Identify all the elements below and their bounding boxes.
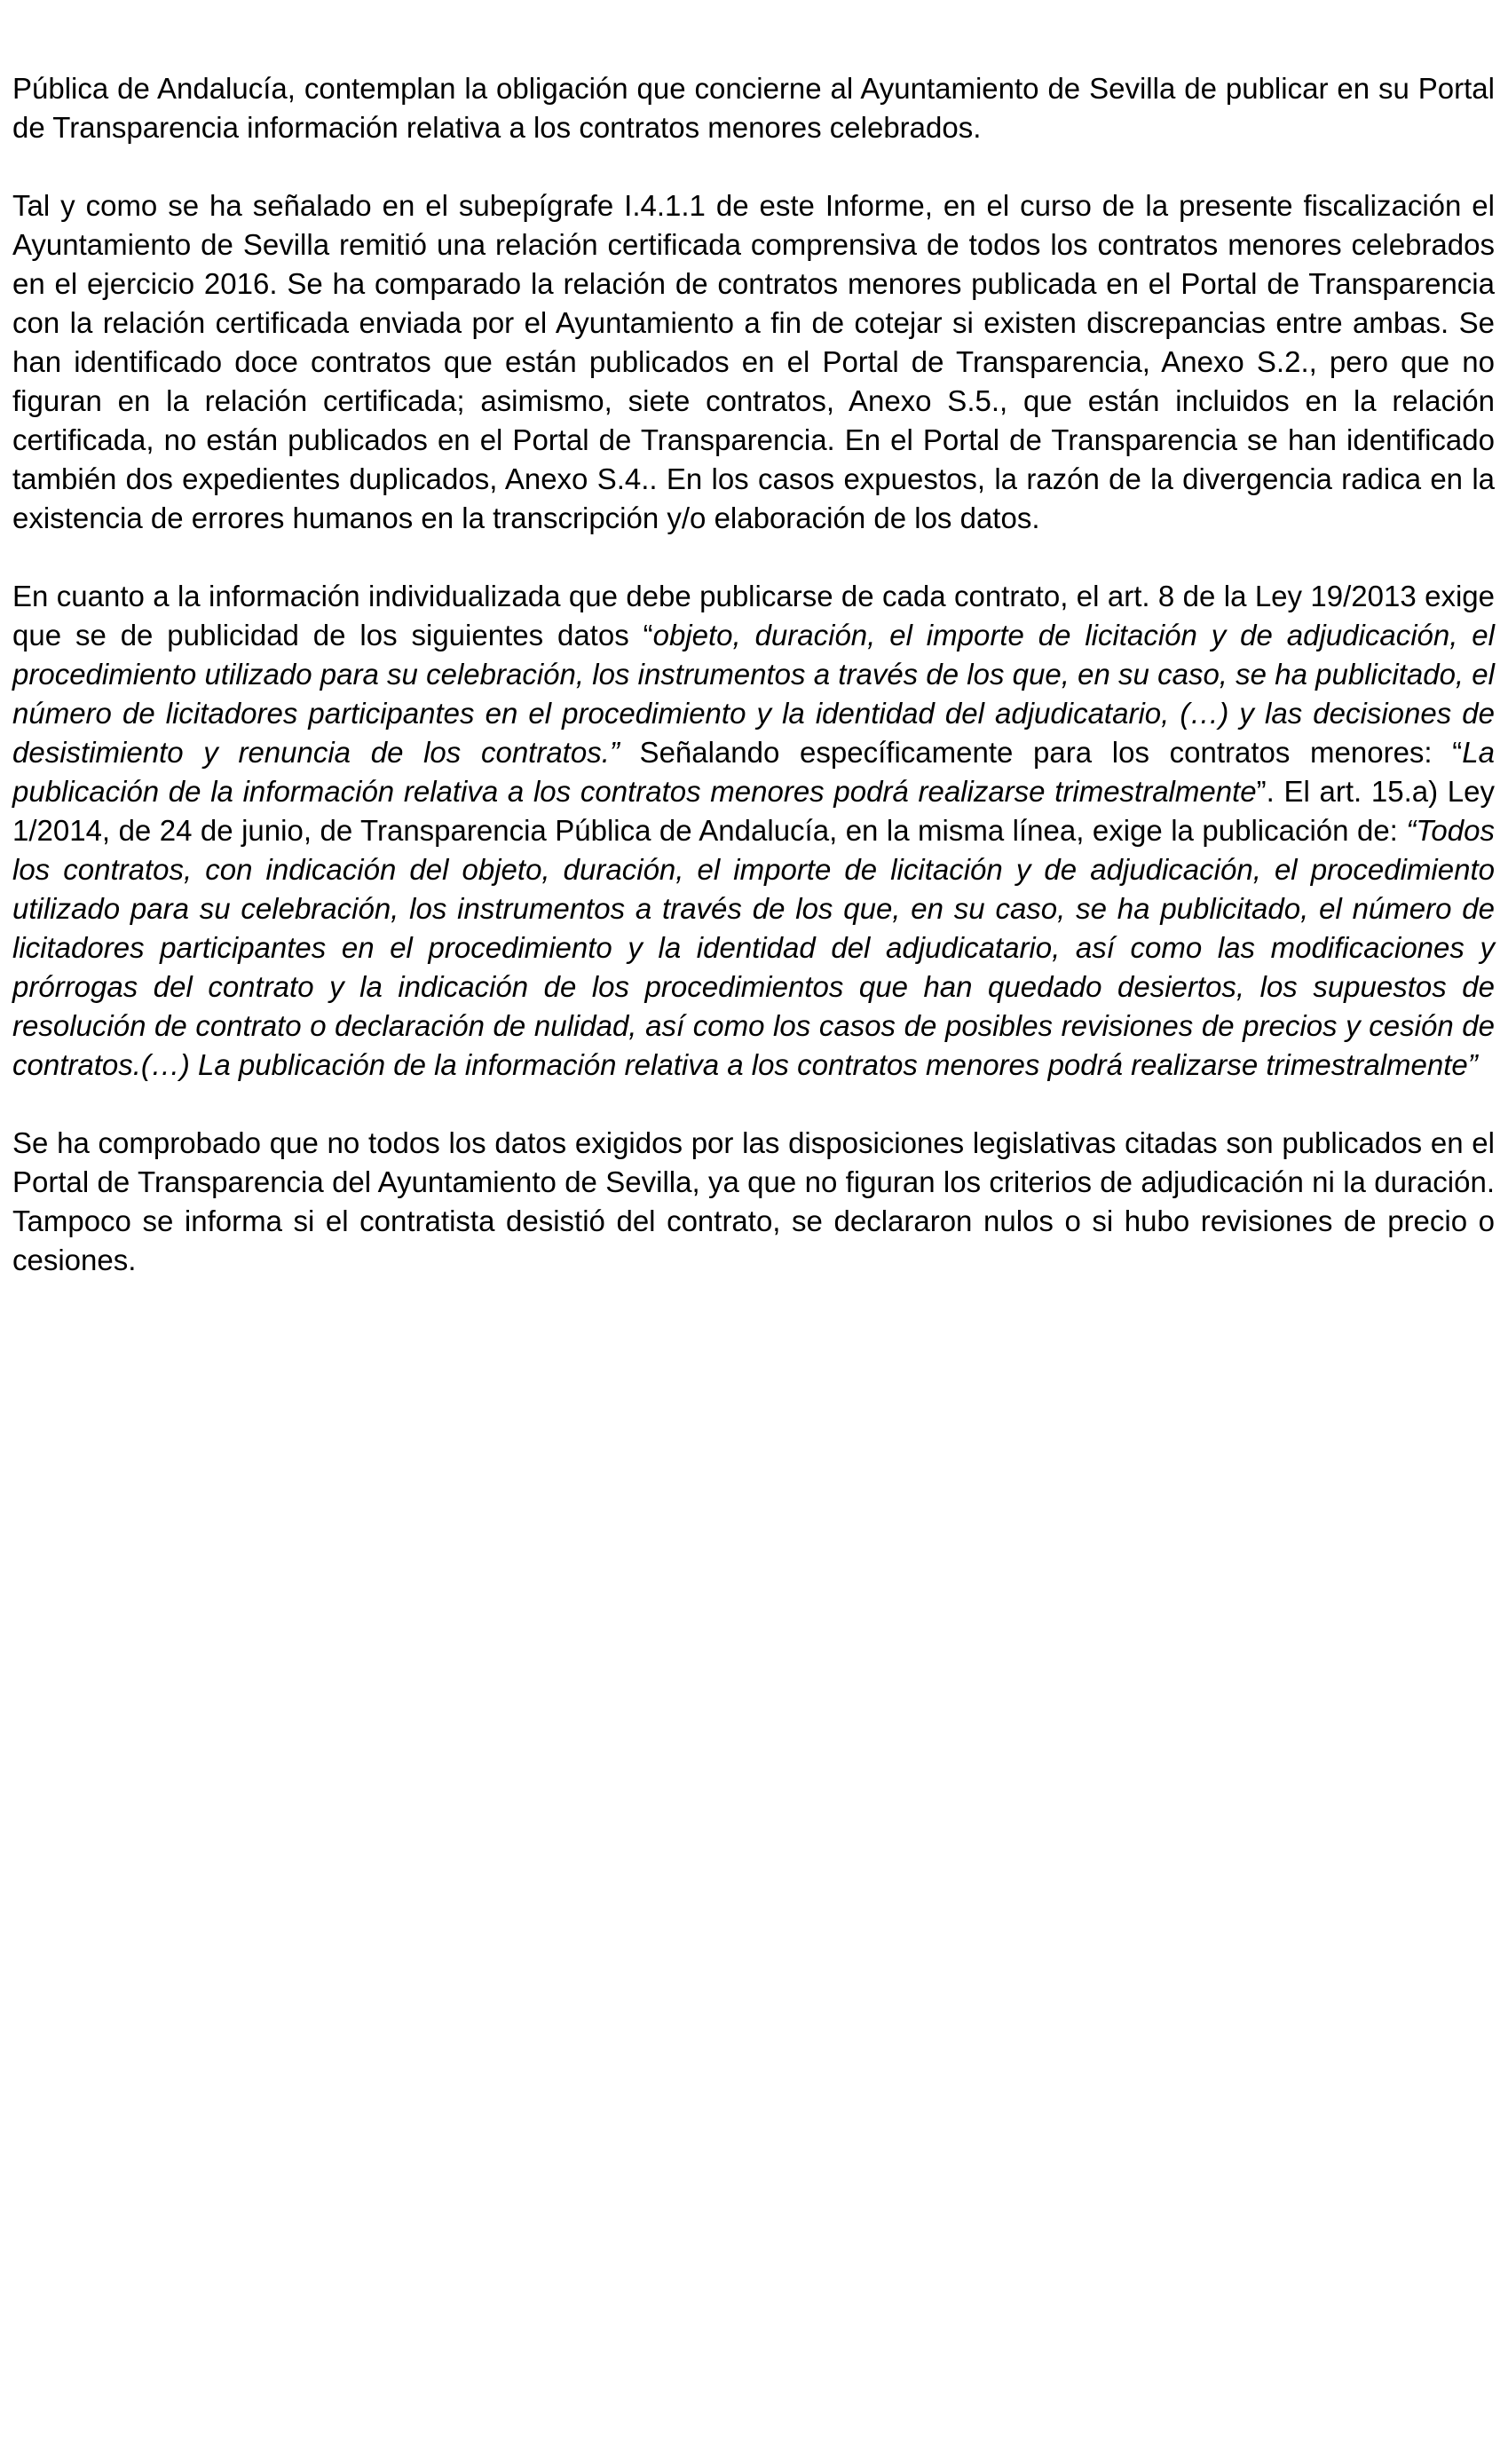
- paragraph-3-quote-contratos-menores: La publicación de la información relativa a los contratos menores podrá realizarse trimestralmente: [12, 736, 1495, 808]
- document-body: [12, 69, 1495, 1280]
- paragraph-3-quote-ley-1-2014: “Todos los contratos, con indicación del objeto, duración, el importe de licitación y de adjudicación, el procedimiento utilizado para su celebración, los instrumentos a través de los que, en su caso, se ha publicitado, el número de licitadores participantes en el procedimiento y la identidad del adjudicatario, así como las modificaciones y prórrogas del contrato y la indicación de los procedimientos que han quedado desiertos, los supuestos de resolución de contrato o declaración de nulidad, así como los casos de posibles revisiones de precios y cesión de contratos.(…) La publicación de la información relativa a los contratos menores podrá realizarse trimestralmente”: [12, 814, 1495, 1081]
- paragraph-3: [12, 577, 1495, 1085]
- paragraph-3-text-b: Señalando específicamente para los contratos menores: “: [619, 736, 1463, 769]
- paragraph-3-text-a: En cuanto a la información individualizada que debe publicarse de cada contrato, el art. 8 de la Ley 19/2013 exige que se de publicidad de los siguientes datos “: [12, 580, 1495, 652]
- paragraph-2: [12, 186, 1495, 538]
- paragraph-4-text: Se ha comprobado que no todos los datos exigidos por las disposiciones legislativas citadas son publicados en el Portal de Transparencia del Ayuntamiento de Sevilla, ya que no figuran los criterios de adjudicación ni la duración. Tampoco se informa si el contratista desistió del contrato, se declararon nulos o si hubo revisiones de precio o cesiones.: [12, 1126, 1495, 1276]
- paragraph-1-text: Pública de Andalucía, contemplan la obligación que concierne al Ayuntamiento de Sevilla de publicar en su Portal de Transparencia información relativa a los contratos menores celebrados.: [12, 72, 1495, 144]
- paragraph-2-text: Tal y como se ha señalado en el subepígrafe I.4.1.1 de este Informe, en el curso de la presente fiscalización el Ayuntamiento de Sevilla remitió una relación certificada comprensiva de todos los contratos menores celebrados en el ejercicio 2016. Se ha comparado la relación de contratos menores publicada en el Portal de Transparencia con la relación certificada enviada por el Ayuntamiento a fin de cotejar si existen discrepancias entre ambas. Se han identificado doce contratos que están publicados en el Portal de Transparencia, Anexo S.2., pero que no figuran en la relación certificada; asimismo, siete contratos, Anexo S.5., que están incluidos en la relación certificada, no están publicados en el Portal de Transparencia. En el Portal de Transparencia se han identificado también dos expedientes duplicados, Anexo S.4.. En los casos expuestos, la razón de la divergencia radica en la existencia de errores humanos en la transcripción y/o elaboración de los datos.: [12, 189, 1495, 534]
- paragraph-1: [12, 69, 1495, 147]
- paragraph-3-text-c: ”. El art. 15.a) Ley 1/2014, de 24 de junio, de Transparencia Pública de Andalucía, en la misma línea, exige la publicación de:: [12, 775, 1496, 847]
- paragraph-4: [12, 1124, 1495, 1280]
- paragraph-3-quote-ley-19-2013: objeto, duración, el importe de licitación y de adjudicación, el procedimiento utilizado para su celebración, los instrumentos a través de los que, en su caso, se ha publicitado, el número de licitadores participantes en el procedimiento y la identidad del adjudicatario, (…) y las decisiones de desistimiento y renuncia de los contratos.”: [12, 619, 1495, 769]
